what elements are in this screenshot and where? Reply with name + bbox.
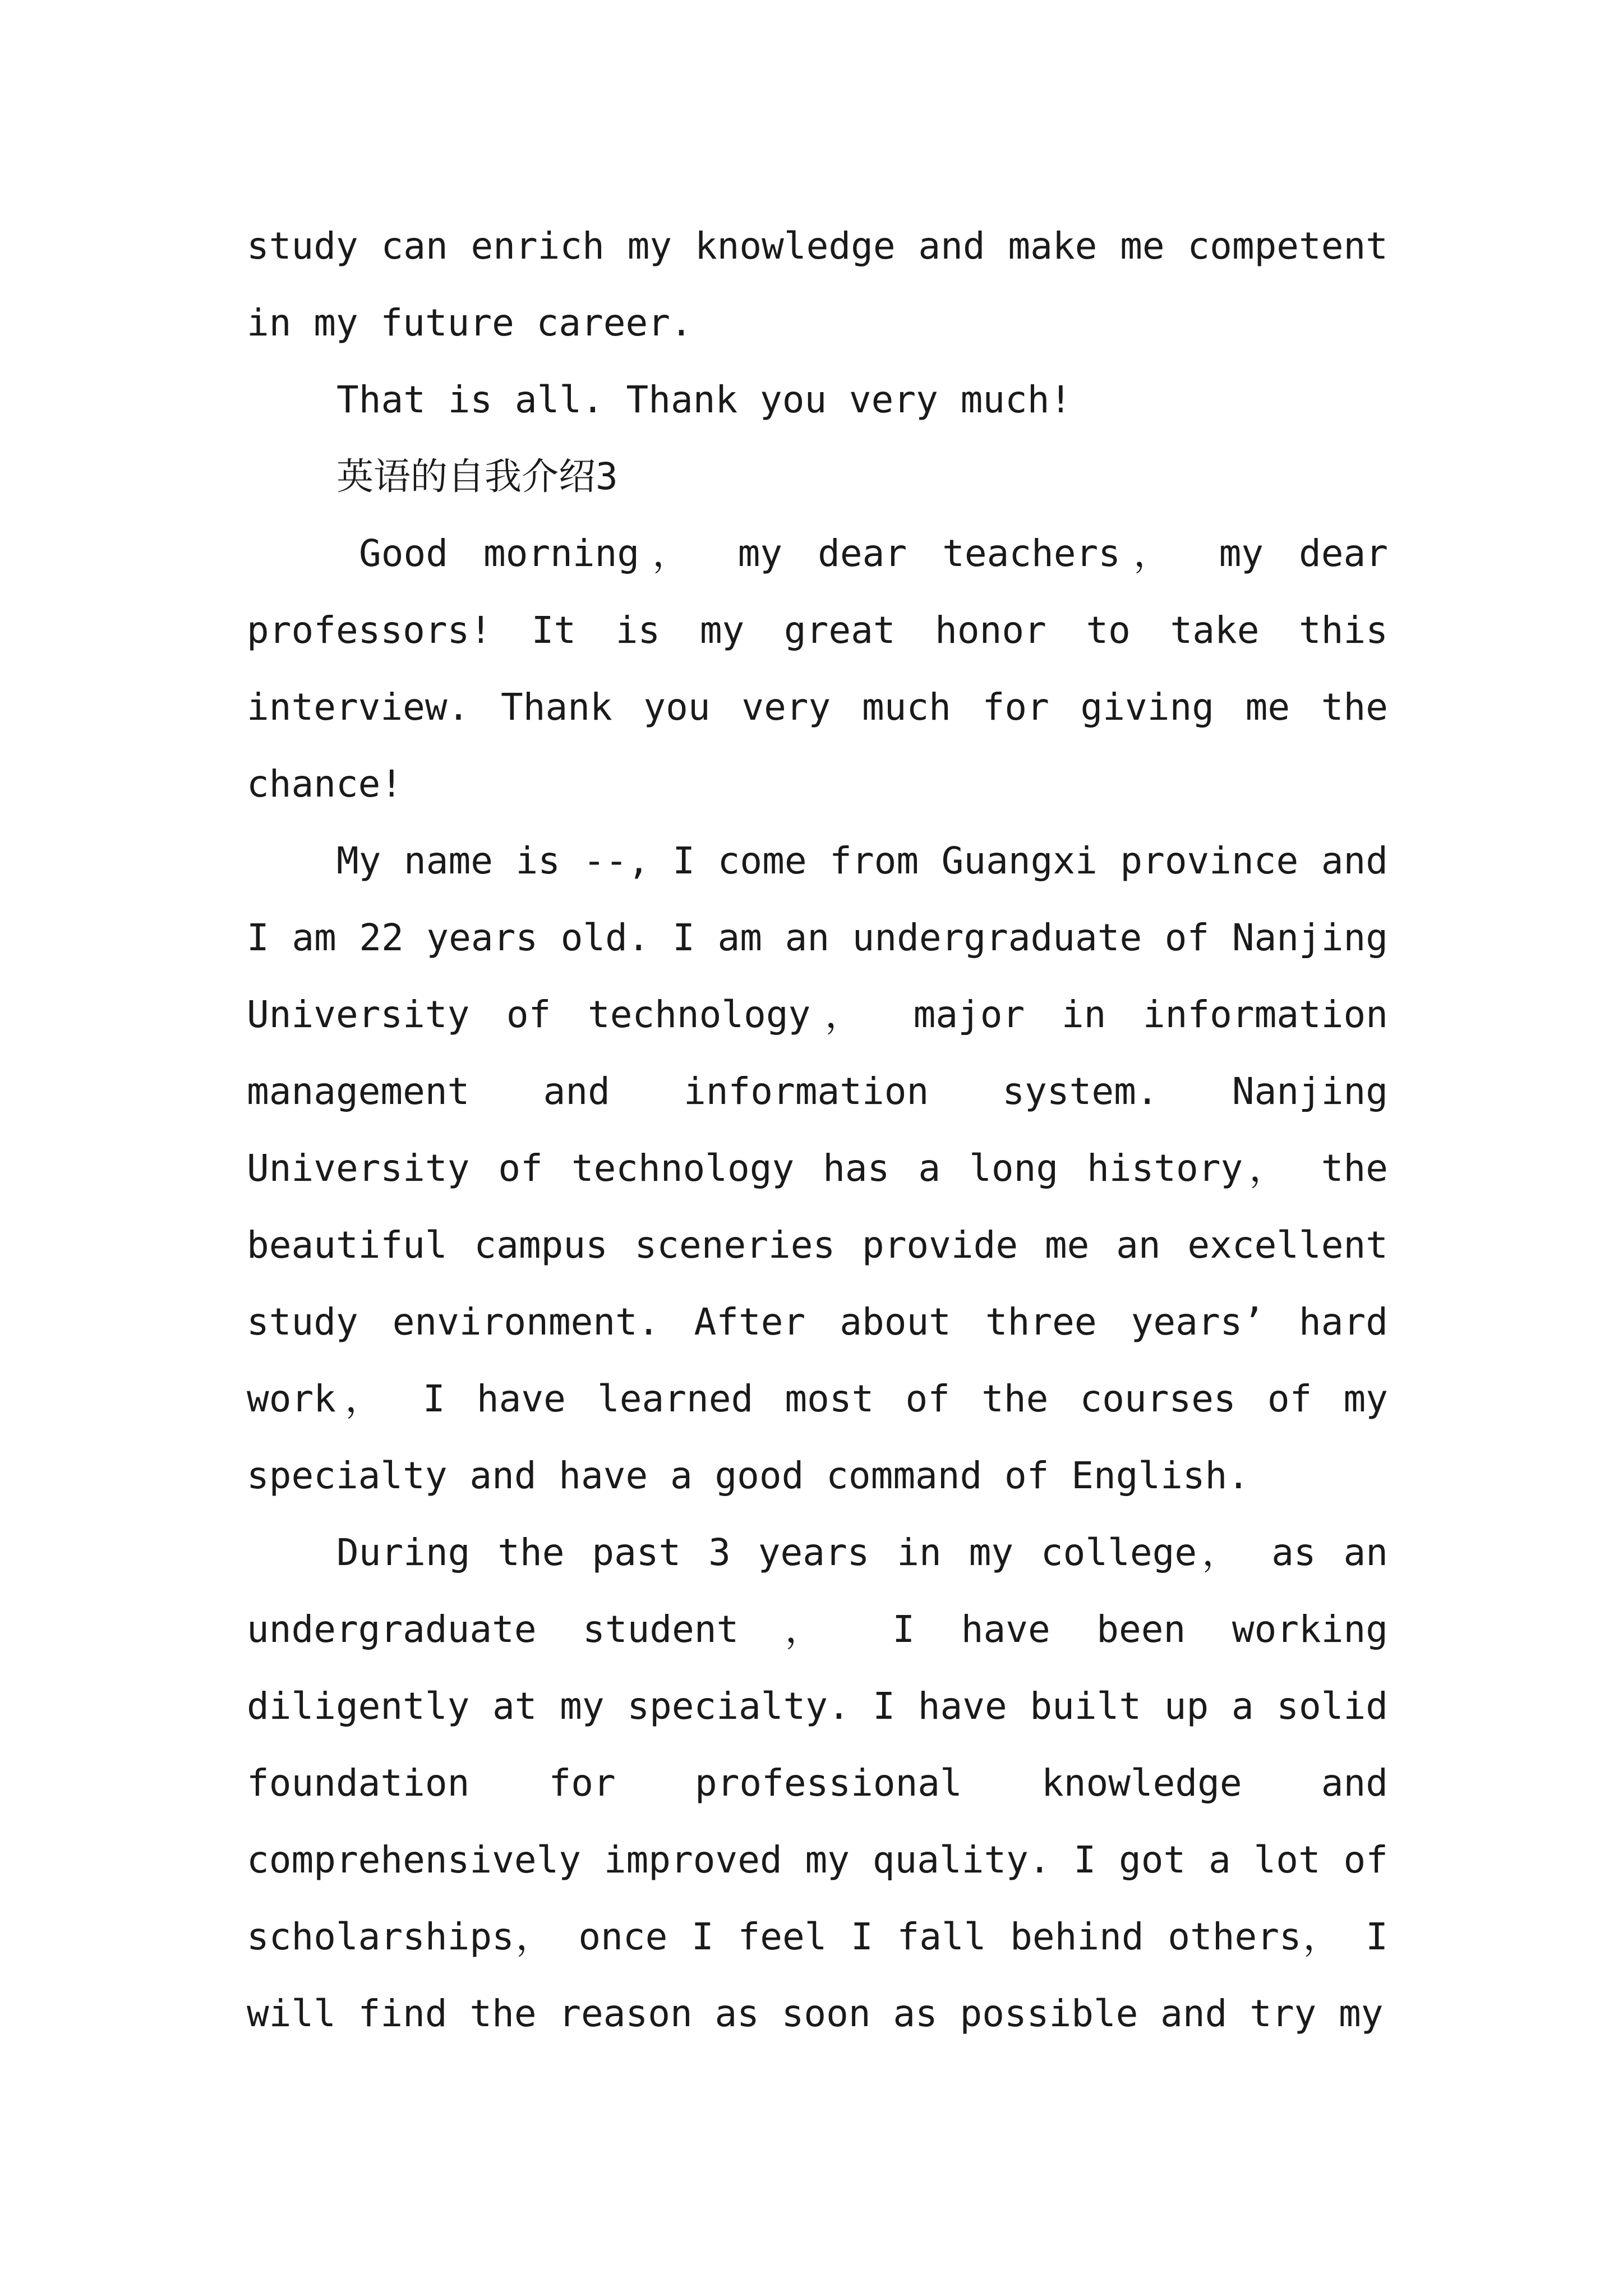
- paragraph-greeting: Good morning， my dear teachers， my dear professors! It is my great honor to take this interview. Thank you very much for giving me the chance!: [247, 532, 1388, 806]
- section-heading: 英语的自我介绍3: [336, 455, 618, 498]
- paragraph-closing: That is all. Thank you very much!: [336, 378, 1072, 421]
- paragraph-college: During the past 3 years in my college， as an undergraduate student ， I have been working diligently at my specialty. I have built up a solid foundation for professional knowledge and comprehensively improved my quality. I got a lot of scholarships， once I feel I fall behind others， I will find the reason as soon as possible and try my: [247, 1531, 1388, 2035]
- body-text: [247, 208, 1388, 2052]
- paragraph-continuation: study can enrich my knowledge and make me competent in my future career.: [247, 224, 1388, 344]
- paragraph-introduction: My name is --, I come from Guangxi province and I am 22 years old. I am an undergraduate of Nanjing University of technology， major in information management and information system. Nanjing University of technology has a long history， the beautiful campus sceneries provide me an excellent study environment. After about three years’ hard work， I have learned most of the courses of my specialty and have a good command of English.: [247, 839, 1388, 1497]
